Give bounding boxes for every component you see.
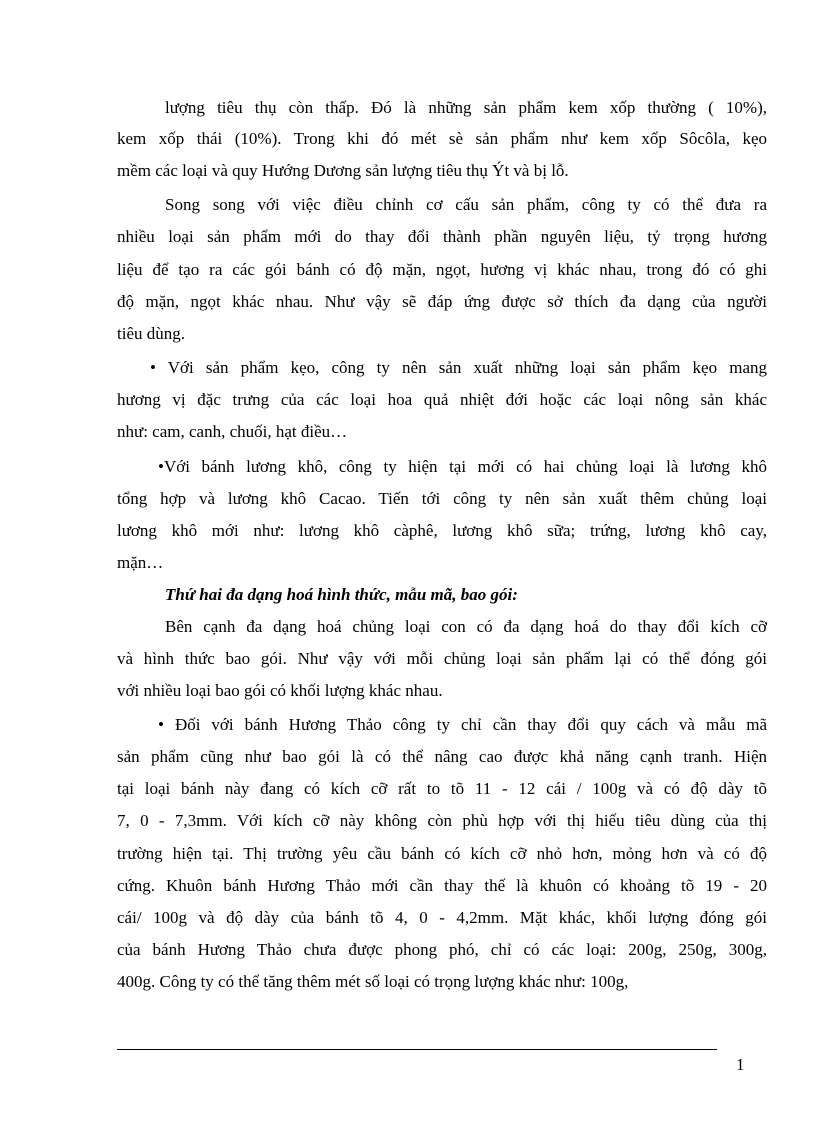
text-line: tại loại bánh này đang có kích cỡ rất to tõ 11 - 12 cái / 100g và có độ dày tõ (117, 779, 767, 798)
text-line: 400g. Công ty có thể tăng thêm mét số loại có trọng lượng khác như: 100g, (117, 972, 629, 991)
text-line: sản phẩm cũng như bao gói là có thể nâng cao được khả năng cạnh tranh. Hiện (117, 747, 767, 766)
text-line: liệu để tạo ra các gói bánh có độ mặn, ngọt, hương vị khác nhau, trong đó có ghi (117, 260, 767, 279)
text-line: của bánh Hương Thảo chưa được phong phó, chỉ có các loại: 200g, 250g, 300g, (117, 940, 767, 959)
text-line: tổng hợp và lương khô Cacao. Tiến tới công ty nên sản xuất thêm chủng loại (117, 489, 767, 508)
text-line: Song song với việc điều chỉnh cơ cấu sản phẩm, công ty có thể đưa ra (165, 195, 767, 214)
text-line: với nhiều loại bao gói có khối lượng khác nhau. (117, 681, 443, 700)
text-line: như: cam, canh, chuối, hạt điều… (117, 422, 348, 441)
text-line: và hình thức bao gói. Như vậy với mỗi chủng loại sản phẩm lại có thể đóng gói (117, 649, 767, 668)
text-line: nhiều loại sản phẩm mới do thay đổi thành phần nguyên liệu, tỷ trọng hương (117, 227, 767, 246)
bullet-line: • Với sản phẩm kẹo, công ty nên sản xuất những loại sản phẩm kẹo mang (150, 358, 767, 377)
text-line: Bên cạnh đa dạng hoá chủng loại con có đa dạng hoá do thay đổi kích cỡ (165, 617, 767, 636)
bullet-line: • Đối với bánh Hương Thảo công ty chỉ cần thay đổi quy cách và mẫu mã (158, 715, 767, 734)
text-line: lương khô mới như: lương khô càphê, lương khô sữa; trứng, lương khô cay, (117, 521, 767, 540)
text-line: tiêu dùng. (117, 324, 185, 343)
page-number: 1 (736, 1055, 745, 1074)
text-line: kem xốp thái (10%). Trong khi đó mét sè sản phẩm như kem xốp Sôcôla, kẹo (117, 129, 767, 148)
footer-divider (117, 1049, 717, 1050)
text-line: 7, 0 - 7,3mm. Với kích cỡ này không còn phù hợp với thị hiếu tiêu dùng của thị (117, 811, 767, 830)
bullet-line: •Với bánh lương khô, công ty hiện tại mới có hai chủng loại là lương khô (158, 457, 767, 476)
text-line: lượng tiêu thụ còn thấp. Đó là những sản phẩm kem xốp thường ( 10%), (165, 98, 767, 117)
section-heading: Thứ hai đa dạng hoá hình thức, mẫu mã, bao gói: (165, 585, 518, 604)
text-line: mặn… (117, 553, 164, 572)
text-line: trường hiện tại. Thị trường yêu cầu bánh có kích cỡ nhỏ hơn, mỏng hơn và có độ (117, 844, 767, 863)
text-line: cái/ 100g và độ dày của bánh tõ 4, 0 - 4,2mm. Mặt khác, khối lượng đóng gói (117, 908, 767, 927)
text-line: hương vị đặc trưng của các loại hoa quả nhiệt đới hoặc các loại nông sản khác (117, 390, 767, 409)
text-line: cứng. Khuôn bánh Hương Thảo mới cần thay thế là khuôn có khoảng tõ 19 - 20 (117, 876, 767, 895)
text-line: mềm các loại và quy Hướng Dương sản lượng tiêu thụ Ýt và bị lỗ. (117, 161, 569, 180)
text-line: độ mặn, ngọt khác nhau. Như vậy sẽ đáp ứng được sở thích đa dạng của người (117, 292, 767, 311)
